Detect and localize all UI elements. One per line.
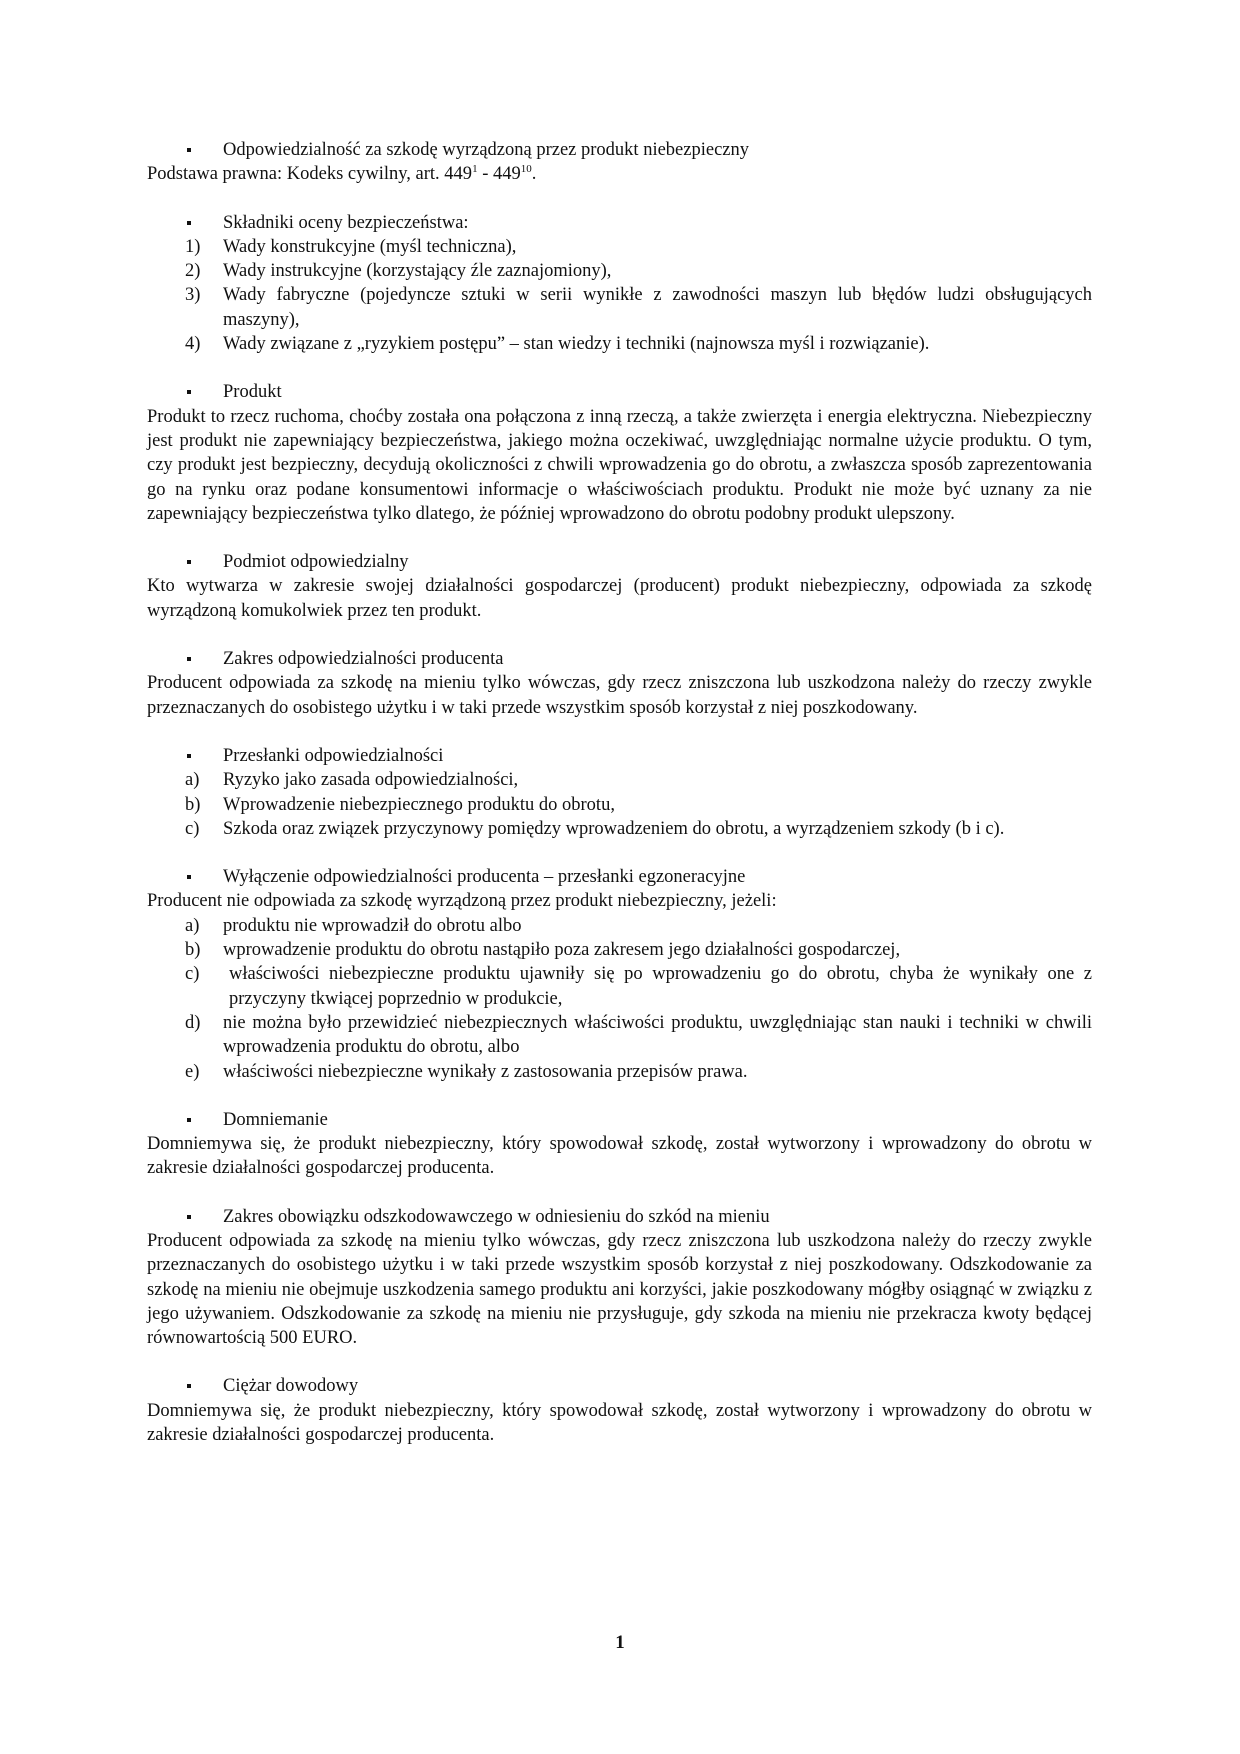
list-item [147, 962, 1092, 1011]
section-product [147, 380, 1092, 526]
section-property-damage [147, 1205, 1092, 1351]
list-item-text: wprowadzenie produktu do obrotu nastąpiło poza zakresem jego działalności gospodarczej, [223, 940, 901, 961]
list-item [147, 332, 1092, 356]
lettered-list [147, 914, 1092, 1084]
paragraph: Domniemywa się, że produkt niebezpieczny, który spowodował szkodę, został wytworzony i wprowadzony do obrotu w zakresie działalności gospodarczej producenta. [147, 1400, 1092, 1446]
bullet-icon [187, 875, 191, 879]
bullet-icon [187, 221, 191, 225]
list-item-text: Wady fabryczne (pojedyncze sztuki w serii wynikłe z zawodności maszyn lub błędów ludzi obsługujących maszyny), [223, 285, 1092, 330]
paragraph: Kto wytwarza w zakresie swojej działalności gospodarczej (producent) produkt niebezpieczny, odpowiada za szkodę wyrządzoną komukolwiek przez ten produkt. [147, 576, 1092, 621]
list-item [147, 938, 1092, 962]
heading-text: Odpowiedzialność za szkodę wyrządzoną przez produkt niebezpieczny [223, 140, 749, 160]
section-producer-liability-scope [147, 647, 1092, 720]
list-item [147, 1011, 1092, 1060]
list-marker: c) [185, 964, 200, 985]
heading-text: Produkt [223, 382, 282, 403]
list-item-text: Wady konstrukcyjne (myśl techniczna), [223, 236, 517, 257]
heading-text: Domniemanie [223, 1109, 328, 1130]
list-item [147, 817, 1092, 841]
paragraph: Produkt to rzecz ruchoma, choćby została ona połączona z inną rzeczą, a także zwierzęta i energia elektryczna. Niebezpieczny jest produkt nie zapewniający bezpieczeństwa, jakiego można oczekiwać, uwzględniając normalne użycie produktu. O tym, czy produkt jest bezpieczny, decydują okoliczności z chwili wprowadzenia go do obrotu, a zwłaszcza sposób zaprezentowania go na rynku oraz podane konsumentowi informacje o właściwościach produktu. Produkt nie może być uznany za nie zapewniający bezpieczeństwa tylko dlatego, że później wprowadzono do obrotu podobny produkt ulepszony. [147, 406, 1092, 524]
section-responsible-entity [147, 550, 1092, 623]
list-item-text: Ryzyko jako zasada odpowiedzialności, [223, 770, 519, 791]
legal-sup-1: 1 [472, 163, 478, 176]
list-item-text: nie można było przewidzieć niebezpiecznych właściwości produktu, uwzględniając stan nauki i techniki w chwili wprowadzenia produktu do obrotu, albo [223, 1012, 1092, 1058]
list-marker: 4) [185, 334, 201, 355]
list-item-text: Wady związane z „ryzykiem postępu” – stan wiedzy i techniki (najnowsza myśl i rozwiązanie). [223, 334, 930, 355]
section-exoneration [147, 865, 1092, 1084]
list-item-text: właściwości niebezpieczne wynikały z zastosowania przepisów prawa. [223, 1061, 748, 1082]
list-marker: 2) [185, 261, 201, 282]
heading-text: Przesłanki odpowiedzialności [223, 745, 444, 766]
list-item-text: Wprowadzenie niebezpiecznego produktu do obrotu, [223, 794, 615, 815]
list-marker: a) [185, 915, 200, 936]
legal-prefix: Podstawa prawna: Kodeks cywilny, art. 449 [147, 164, 473, 185]
bullet-icon [187, 560, 191, 564]
paragraph: Domniemywa się, że produkt niebezpieczny, który spowodował szkodę, został wytworzony i wprowadzony do obrotu w zakresie działalności gospodarczej producenta. [147, 1134, 1092, 1179]
section-heading [147, 647, 1092, 671]
bullet-icon [187, 754, 191, 758]
list-item [147, 793, 1092, 817]
list-item-text: produktu nie wprowadził do obrotu albo [223, 915, 522, 936]
heading-text: Zakres obowiązku odszkodowawczego w odniesieniu do szkód na mieniu [223, 1206, 770, 1227]
list-item [147, 1060, 1092, 1084]
list-marker: 1) [185, 236, 201, 257]
section-heading [147, 744, 1092, 768]
paragraph: Producent odpowiada za szkodę na mieniu tylko wówczas, gdy rzecz zniszczona lub uszkodzona należy do rzeczy zwykle przeznaczanych do osobistego użytku i w taki przede wszystkim sposób korzystał z niej poszkodowany. Odszkodowanie za szkodę na mieniu nie obejmuje uszkodzenia samego produktu ani korzyści, jakie poszkodowany mógłby osiągnąć w związku z jego używaniem. Odszkodowanie za szkodę na mieniu nie przysługuje, gdy szkoda na mieniu nie przekracza kwoty będącej równowartością 500 EURO. [147, 1230, 1092, 1349]
list-item [147, 768, 1092, 792]
legal-end: . [531, 164, 537, 185]
numbered-list [147, 235, 1092, 356]
bullet-icon [187, 1384, 191, 1388]
section-heading [147, 1108, 1092, 1132]
section-burden-of-proof [147, 1374, 1092, 1447]
heading-text: Składniki oceny bezpieczeństwa: [223, 212, 469, 233]
list-marker: e) [185, 1061, 200, 1082]
section-heading [147, 138, 1092, 162]
list-item [147, 283, 1092, 332]
list-item-text: właściwości niebezpieczne produktu ujawniły się po wprowadzeniu go do obrotu, chyba że wynikały one z przyczyny tkwiącej poprzednio w produkcie, [229, 964, 1092, 1009]
heading-text: Zakres odpowiedzialności producenta [223, 649, 504, 670]
section-presumption [147, 1108, 1092, 1181]
bullet-icon [187, 390, 191, 394]
section-liability-conditions [147, 744, 1092, 841]
section-heading [147, 1374, 1092, 1398]
section-heading [147, 1205, 1092, 1229]
list-marker: c) [185, 818, 200, 839]
document-page [147, 138, 1092, 1471]
heading-text: Wyłączenie odpowiedzialności producenta – przesłanki egzoneracyjne [223, 867, 746, 888]
legal-basis [147, 162, 1092, 186]
list-marker: a) [185, 770, 200, 791]
list-marker: 3) [185, 285, 201, 306]
list-item [147, 235, 1092, 259]
heading-text: Ciężar dowodowy [223, 1376, 359, 1397]
section-heading [147, 380, 1092, 404]
bullet-icon [187, 1215, 191, 1219]
section-heading [147, 211, 1092, 235]
bullet-icon [187, 148, 191, 152]
list-item-text: Szkoda oraz związek przyczynowy pomiędzy wprowadzeniem do obrotu, a wyrządzeniem szkody (b i c). [223, 818, 1005, 839]
section-product-liability [147, 138, 1092, 187]
list-marker: b) [185, 940, 201, 961]
list-item [147, 914, 1092, 938]
legal-sup-2: 10 [520, 163, 532, 176]
section-safety-components [147, 211, 1092, 357]
list-item [147, 259, 1092, 283]
list-marker: b) [185, 794, 201, 815]
section-heading [147, 865, 1092, 889]
bullet-icon [187, 1118, 191, 1122]
list-marker: d) [185, 1012, 201, 1033]
heading-text: Podmiot odpowiedzialny [223, 552, 409, 573]
section-heading [147, 550, 1092, 574]
paragraph: Producent nie odpowiada za szkodę wyrządzoną przez produkt niebezpieczny, jeżeli: [147, 891, 777, 912]
page-number: 1 [615, 1632, 625, 1653]
legal-mid: - 449 [477, 164, 521, 185]
paragraph: Producent odpowiada za szkodę na mieniu tylko wówczas, gdy rzecz zniszczona lub uszkodzona należy do rzeczy zwykle przeznaczanych do osobistego użytku i w taki przede wszystkim sposób korzystał z niej poszkodowany. [147, 673, 1092, 718]
list-item-text: Wady instrukcyjne (korzystający źle zaznajomiony), [223, 261, 612, 282]
lettered-list [147, 768, 1092, 841]
bullet-icon [187, 657, 191, 661]
